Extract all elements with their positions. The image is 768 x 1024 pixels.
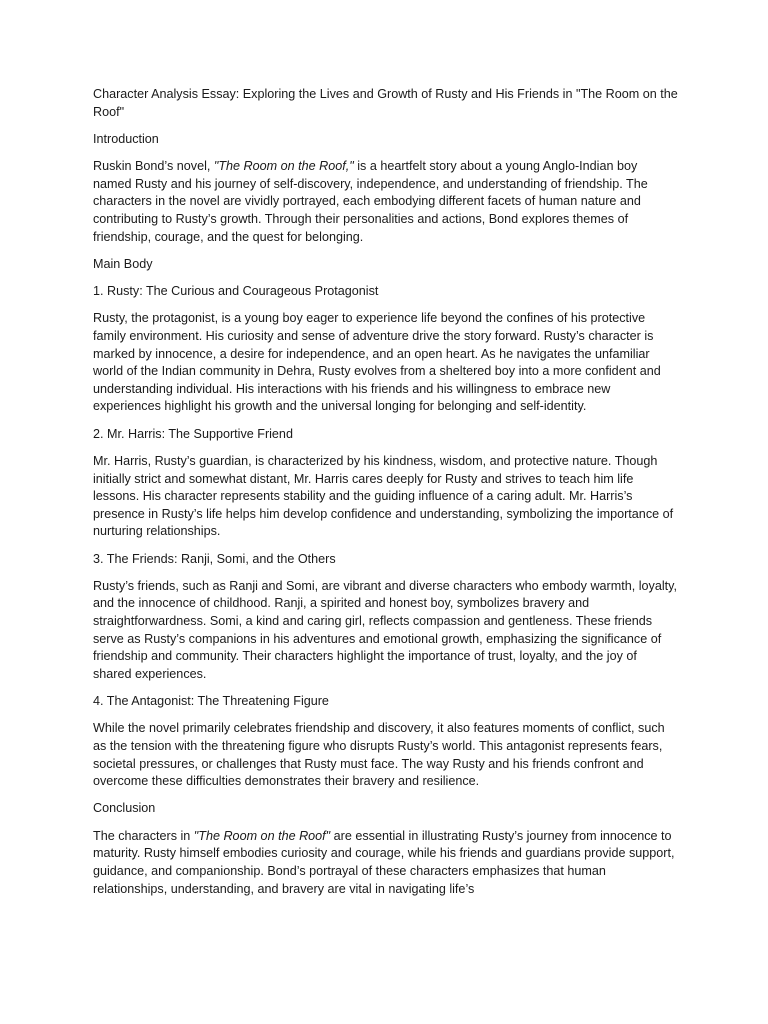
section-paragraph-mr-harris: Mr. Harris, Rusty’s guardian, is characterized by his kindness, wisdom, and protective nature. Though initially strict and somewhat distant, Mr. Harris cares deeply for Rusty and strives to teach him life lessons. His character represents stability and the guiding influence of a caring adult. Mr. Harris’s presence in Rusty’s life helps him develop confidence and understanding, symbolizing the importance of nurturing relationships. [93, 453, 674, 539]
section-paragraph-friends: Rusty’s friends, such as Ranji and Somi, are vibrant and diverse characters who embody warmth, loyalty, and the innocence of childhood. Ranji, a spirited and honest boy, symbolizes bravery and straightforwardness. Somi, a kind and caring girl, reflects compassion and gentleness. These friends serve as Rusty’s companions in his adventures and emotional growth, emphasizing the significance of friendship and community. Their characters highlight the importance of trust, loyalty, and the joy of shared experiences. [93, 578, 678, 681]
conclusion-heading: Conclusion [93, 801, 156, 816]
introduction-text-start: Ruskin Bond’s novel, [93, 159, 214, 174]
section-heading-rusty: 1. Rusty: The Curious and Courageous Protagonist [93, 284, 379, 299]
introduction-heading: Introduction [93, 131, 159, 146]
section-paragraph-rusty: Rusty, the protagonist, is a young boy eager to experience life beyond the confines of his protective family environment. His curiosity and sense of adventure drive the story forward. Rusty’s character is marked by innocence, a desire for independence, and an open heart. As he navigates the unfamiliar world of the Indian community in Dehra, Rusty evolves from a sheltered boy into a more confident and understanding individual. His interactions with his friends and his willingness to embrace new experiences highlight his growth and the universal longing for belonging and self-identity. [93, 311, 661, 414]
conclusion-book-title: "The Room on the Roof" [193, 828, 331, 843]
section-heading-mr-harris: 2. Mr. Harris: The Supportive Friend [93, 426, 293, 441]
introduction-text-end: is a heartfelt story about a young Anglo-Indian boy named Rusty and his journey of self-discovery, independence, and understanding of friendship. The characters in the novel are vividly portrayed, each embodying different facets of human nature and contributing to Rusty’s growth. Through their personalities and actions, Bond explores themes of friendship, courage, and the quest for belonging. [93, 159, 648, 244]
section-paragraph-antagonist: While the novel primarily celebrates friendship and discovery, it also features moments of conflict, such as the tension with the threatening figure who disrupts Rusty’s world. This antagonist represents fears, societal pressures, or challenges that Rusty must face. The way Rusty and his friends confront and overcome these difficulties demonstrates their bravery and resilience. [93, 721, 665, 789]
introduction-paragraph [93, 158, 678, 246]
main-body-heading: Main Body [93, 256, 153, 271]
document-page [93, 86, 678, 908]
conclusion-text-end: are essential in illustrating Rusty’s journey from innocence to maturity. Rusty himself embodies curiosity and courage, while his friends and guardians provide support, guidance, and companionship. Bond’s portrayal of these characters emphasizes that human relationships, understanding, and bravery are vital in navigating life’s [93, 828, 675, 896]
introduction-book-title: "The Room on the Roof," [213, 159, 354, 174]
conclusion-paragraph [93, 828, 678, 898]
conclusion-text-start: The characters in [93, 828, 194, 843]
essay-title: Character Analysis Essay: Exploring the Lives and Growth of Rusty and His Friends in "The Room on the Roof" [93, 87, 678, 119]
section-heading-friends: 3. The Friends: Ranji, Somi, and the Others [93, 551, 336, 566]
section-heading-antagonist: 4. The Antagonist: The Threatening Figure [93, 694, 329, 709]
